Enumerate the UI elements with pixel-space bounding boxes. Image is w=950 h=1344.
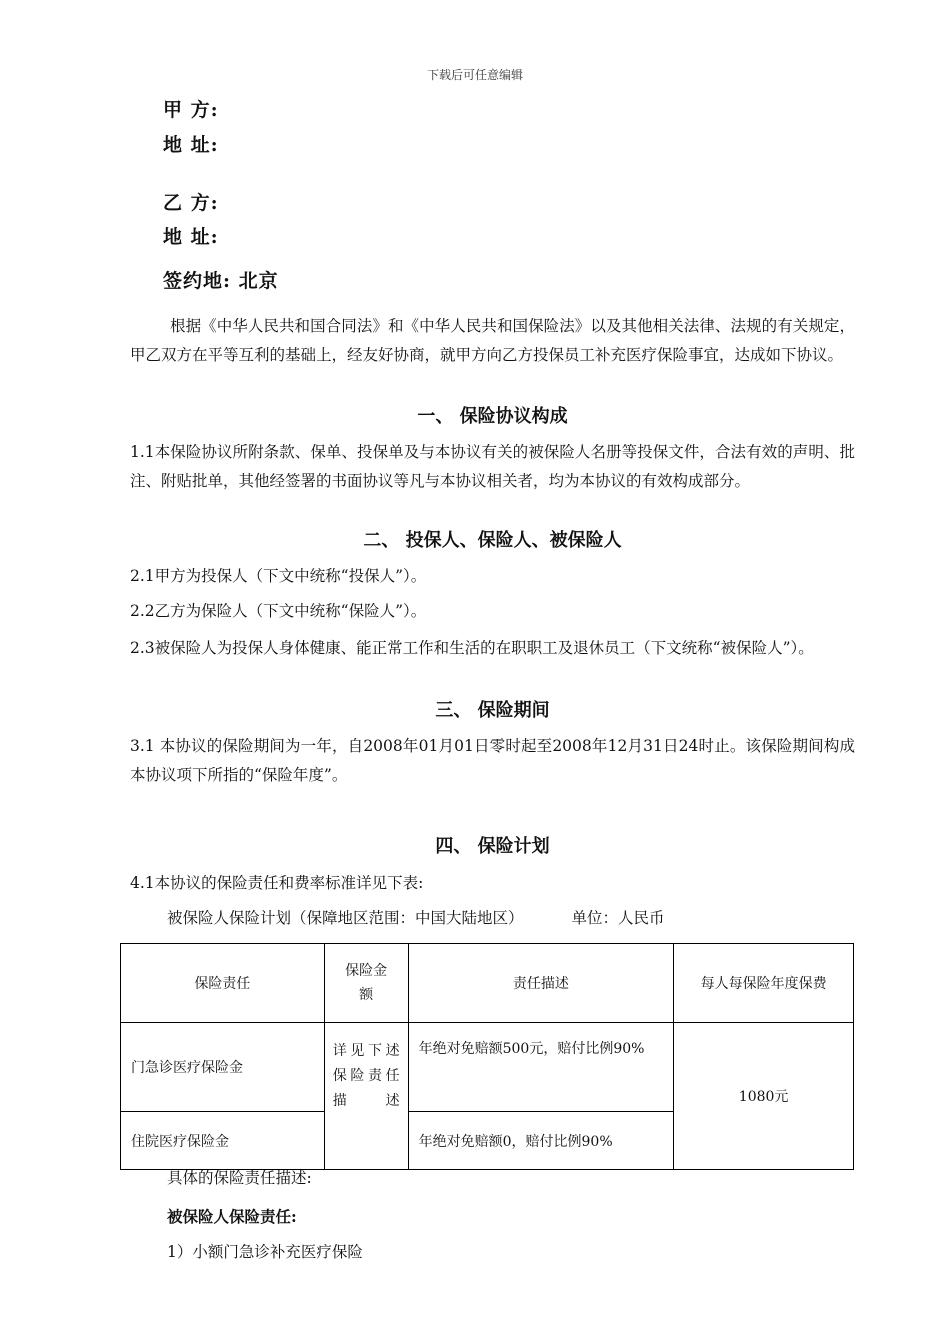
table-header-row — [121, 944, 854, 1023]
section-2-title: 二、 投保人、保险人、被保险人 — [363, 530, 622, 551]
section-4-para-1: 4.1本协议的保险责任和费率标准详见下表: — [130, 874, 424, 892]
coverage-item-1: 1）小额门急诊补充医疗保险 — [167, 1243, 363, 1261]
desc-inpatient: 年绝对免赔额0，赔付比例90% — [408, 1112, 674, 1170]
section-4-title: 四、 保险计划 — [435, 836, 550, 857]
amount-note: 详见下述保险责任描述 — [324, 1023, 408, 1170]
party-a-address-label: 地 址: — [163, 134, 219, 156]
desc-outpatient: 年绝对免赔额500元，赔付比例90% — [408, 1023, 674, 1112]
intro-paragraph: 根据《中华人民共和国合同法》和《中华人民共和国保险法》以及其他相关法律、法规的有关规定，甲乙双方在平等互利的基础上，经友好协商，就甲方向乙方投保员工补充医疗保险事宜，达成如下协议。 — [130, 317, 855, 364]
section-1-title: 一、 保险协议构成 — [417, 406, 568, 427]
coverage-desc-intro: 具体的保险责任描述: — [167, 1169, 312, 1187]
header-coverage: 保险责任 — [121, 944, 325, 1023]
section-2-para-1: 2.1甲方为投保人（下文中统称“投保人”）。 — [130, 567, 427, 585]
signing-place — [163, 266, 279, 293]
section-1-para-1: 1.1本保险协议所附条款、保单、投保单及与本协议有关的被保险人名册等投保文件，合法有效的声明、批注、附贴批单，其他经签署的书面协议等凡与本协议相关者，均为本协议的有效构成部分。 — [130, 443, 855, 490]
party-b-label: 乙 方: — [163, 192, 219, 214]
insured-coverage-heading: 被保险人保险责任: — [167, 1207, 297, 1226]
party-b-address-label: 地 址: — [163, 226, 219, 248]
coverage-inpatient: 住院医疗保险金 — [121, 1112, 325, 1170]
signing-place-label: 签约地: — [163, 270, 232, 292]
header-description: 责任描述 — [408, 944, 674, 1023]
table-row — [121, 1023, 854, 1112]
table-caption-title: 被保险人保险计划（保障地区范围：中国大陆地区） — [167, 909, 524, 927]
coverage-outpatient: 门急诊医疗保险金 — [121, 1023, 325, 1112]
header-amount: 保险金额 — [324, 944, 408, 1023]
premium-value: 1080元 — [674, 1023, 854, 1170]
section-3-para-1: 3.1 本协议的保险期间为一年，自2008年01月01日零时起至2008年12月31日24时止。该保险期间构成本协议项下所指的“保险年度”。 — [130, 737, 855, 784]
section-2-para-2: 2.2乙方为保险人（下文中统称“保险人”）。 — [130, 602, 427, 620]
insurance-plan-table — [120, 943, 854, 1170]
section-3-title: 三、 保险期间 — [435, 700, 550, 721]
header-premium: 每人每保险年度保费 — [674, 944, 854, 1023]
party-a-label: 甲 方: — [163, 99, 219, 121]
signing-place-value: 北京 — [238, 270, 279, 292]
table-unit: 单位：人民币 — [571, 909, 665, 927]
page-header: 下载后可任意编辑 — [426, 68, 523, 82]
table-caption — [167, 906, 665, 928]
section-2-para-3: 2.3被保险人为投保人身体健康、能正常工作和生活的在职职工及退休员工（下文统称“被保险人”）。 — [130, 639, 814, 657]
